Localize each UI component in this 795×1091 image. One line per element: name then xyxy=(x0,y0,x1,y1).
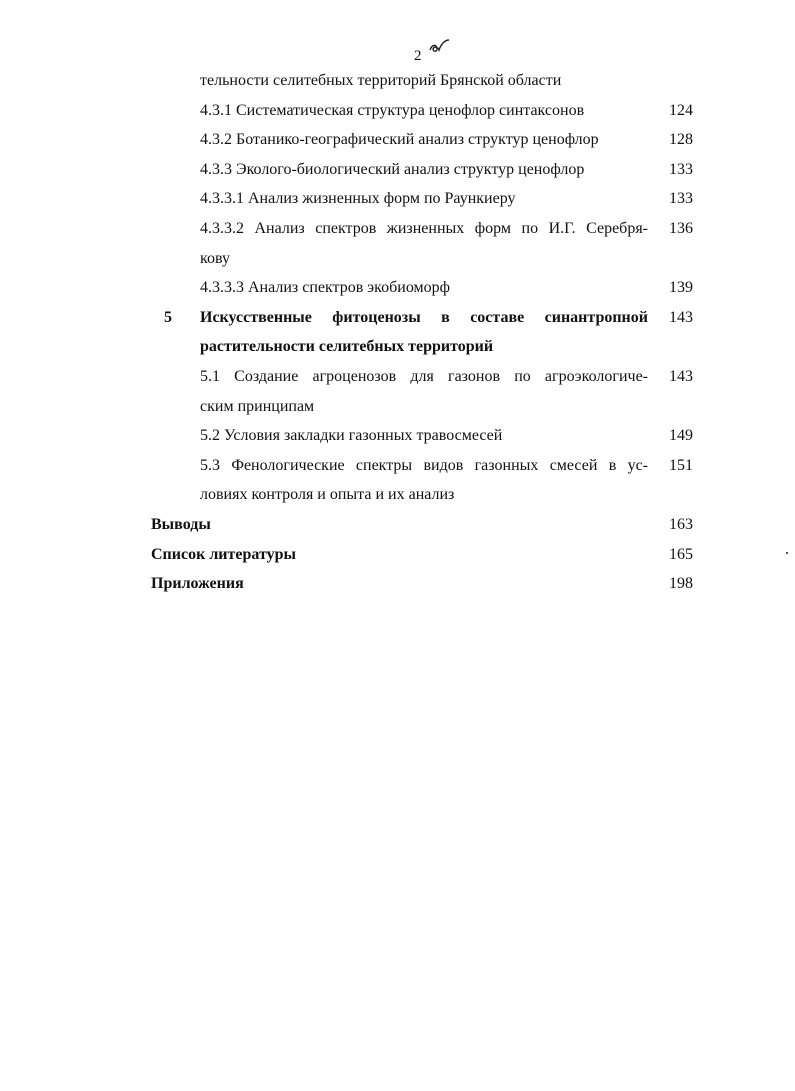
toc-entry-title: 4.3.3 Эколого-биологический анализ структур ценофлор xyxy=(200,160,585,178)
toc-entry-title-line2: ловиях контроля и опыта и их анализ xyxy=(200,486,455,504)
toc-entry-page: 133 xyxy=(669,160,693,178)
toc-section-title: Приложения xyxy=(151,575,244,593)
toc-entry-page: 128 xyxy=(669,131,693,149)
toc-entry-page: 136 xyxy=(669,219,693,237)
toc-chapter xyxy=(0,303,795,362)
toc-entry xyxy=(0,125,795,155)
toc-chapter-number: 5 xyxy=(164,308,172,326)
toc-chapter-title-line1: Искусственные фитоценозы в составе синантропной xyxy=(200,308,648,326)
toc-entry-title: 4.3.3.3 Анализ спектров экобиоморф xyxy=(200,279,451,297)
toc-entry xyxy=(0,421,795,451)
toc-chapter-title xyxy=(200,303,648,362)
toc-entry-page: 198 xyxy=(669,575,693,593)
toc-section-title: Список литературы xyxy=(151,545,296,563)
toc-entry xyxy=(0,96,795,126)
toc-entry xyxy=(0,214,795,273)
scan-speck xyxy=(786,552,788,554)
toc-entry-title xyxy=(200,451,648,510)
toc-entry xyxy=(0,451,795,510)
toc-entry-title-line2: ским принципам xyxy=(200,397,315,415)
toc-continuation xyxy=(0,66,795,96)
toc-entry-title xyxy=(200,362,648,421)
toc-entry-page: 163 xyxy=(669,515,693,533)
toc-section xyxy=(0,569,795,599)
toc-section xyxy=(0,510,795,540)
toc-entry-title-line1: 5.3 Фенологические спектры видов газонных смесей в ус- xyxy=(200,456,648,474)
toc-entry-title: 4.3.1 Систематическая структура ценофлор синтаксонов xyxy=(200,101,585,119)
toc-section-title: Выводы xyxy=(151,515,211,533)
toc-continuation-text: тельности селитебных территорий Брянской области xyxy=(200,72,562,89)
toc-entry-title-line1: 5.1 Создание агроценозов для газонов по агроэкологиче- xyxy=(200,367,648,385)
toc-entry-page: 149 xyxy=(669,427,693,445)
toc-chapter-title-line2: растительности селитебных территорий xyxy=(200,338,494,356)
table-of-contents xyxy=(0,66,795,599)
toc-entry xyxy=(0,273,795,303)
toc-entry-page: 124 xyxy=(669,101,693,119)
toc-entry-title-line2: кову xyxy=(200,249,230,267)
toc-section xyxy=(0,540,795,570)
toc-entry xyxy=(0,155,795,185)
toc-entry-page: 143 xyxy=(669,367,693,385)
handwritten-mark-icon xyxy=(428,38,450,54)
toc-entry-title-line1: 4.3.3.2 Анализ спектров жизненных форм по И.Г. Серебря- xyxy=(200,219,648,237)
toc-entry-page: 139 xyxy=(669,279,693,297)
toc-entry-title: 5.2 Условия закладки газонных травосмесей xyxy=(200,427,503,445)
page-number: 2 xyxy=(414,48,422,64)
toc-entry-page: 151 xyxy=(669,456,693,474)
toc-entry-title xyxy=(200,214,648,273)
toc-entry-title: 4.3.2 Ботанико-географический анализ структур ценофлор xyxy=(200,131,599,149)
toc-entry-page: 133 xyxy=(669,190,693,208)
toc-entry-page: 165 xyxy=(669,545,693,563)
toc-entry-page: 143 xyxy=(669,308,693,326)
toc-entry xyxy=(0,362,795,421)
toc-entry-title: 4.3.3.1 Анализ жизненных форм по Раункиеру xyxy=(200,190,516,208)
toc-entry xyxy=(0,184,795,214)
